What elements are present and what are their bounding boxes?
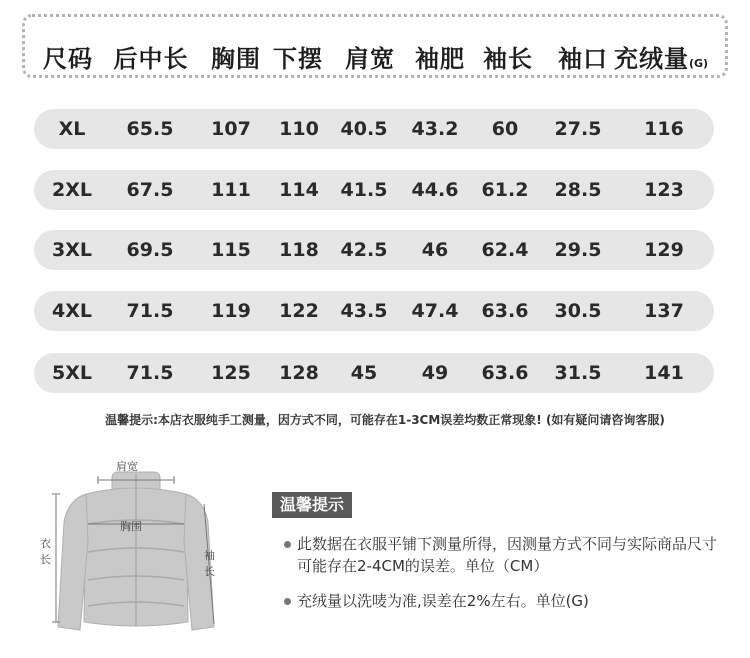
row-shoulder: 45 [350,362,378,384]
row-sleeve-length: 62.4 [481,239,529,261]
row-cuff: 29.5 [554,239,602,261]
header-down-unit: (G) [688,57,709,70]
row-sleeve-width: 44.6 [411,179,459,201]
body-length-label: 衣长 [40,537,51,566]
row-size: 5XL [52,362,92,384]
row-hem: 114 [279,179,319,201]
row-size: 4XL [52,300,92,322]
row-down-fill: 123 [644,179,684,201]
row-down-fill: 116 [644,118,684,140]
header-sleeve-width: 袖肥 [415,45,465,73]
row-back-length: 71.5 [126,362,174,384]
row-cuff: 28.5 [554,179,602,201]
row-hem: 128 [279,362,319,384]
bullet-icon [284,598,291,605]
row-shoulder: 40.5 [340,118,388,140]
table-row [34,230,714,270]
row-sleeve-length: 60 [491,118,519,140]
sleeve-length-label: 袖长 [204,549,215,578]
table-row [34,170,714,210]
tip-item-down-fill: 充绒量以洗唛为准,误差在2%左右。单位(G) [284,590,724,612]
row-sleeve-width: 46 [421,239,449,261]
row-cuff: 27.5 [554,118,602,140]
row-sleeve-width: 43.2 [411,118,459,140]
row-chest: 107 [211,118,251,140]
row-size: 3XL [52,239,92,261]
size-chart-header [22,14,728,78]
row-hem: 118 [279,239,319,261]
row-shoulder: 41.5 [340,179,388,201]
header-back-length: 后中长 [113,45,189,73]
row-down-fill: 141 [644,362,684,384]
row-size: 2XL [52,179,92,201]
jacket-measurement-figure [38,452,233,647]
table-row [34,291,714,331]
row-sleeve-width: 49 [421,362,449,384]
tips-title: 温馨提示 [272,492,352,518]
row-shoulder: 42.5 [340,239,388,261]
header-cuff: 袖口 [558,45,608,73]
header-sleeve-length: 袖长 [483,45,533,73]
row-sleeve-length: 61.2 [481,179,529,201]
chest-label: 胸围 [120,520,142,533]
row-back-length: 71.5 [126,300,174,322]
table-row [34,109,714,149]
row-shoulder: 43.5 [340,300,388,322]
bullet-icon [284,541,291,548]
shoulder-label: 肩宽 [116,460,138,473]
row-size: XL [58,118,86,140]
row-back-length: 67.5 [126,179,174,201]
row-hem: 110 [279,118,319,140]
row-down-fill: 137 [644,300,684,322]
table-row [34,353,714,393]
header-size: 尺码 [43,45,93,73]
row-sleeve-length: 63.6 [481,362,529,384]
header-shoulder: 肩宽 [345,45,395,73]
row-sleeve-length: 63.6 [481,300,529,322]
row-back-length: 65.5 [126,118,174,140]
row-cuff: 31.5 [554,362,602,384]
header-hem: 下摆 [273,45,323,73]
header-down-fill: 充绒量(G) [613,45,709,73]
row-back-length: 69.5 [126,239,174,261]
header-chest: 胸围 [211,45,261,73]
row-sleeve-width: 47.4 [411,300,459,322]
row-chest: 125 [211,362,251,384]
row-chest: 115 [211,239,251,261]
row-chest: 111 [211,179,251,201]
measurement-note: 温馨提示:本店衣服纯手工测量，因方式不同，可能存在1-3CM误差均数正常现象! (如有疑问请咨询客服) [105,413,665,427]
row-hem: 122 [279,300,319,322]
tip-item-measurement: 此数据在衣服平铺下测量所得，因测量方式不同与实际商品尺寸可能存在2-4CM的误差。单位（CM） [284,533,724,577]
row-down-fill: 129 [644,239,684,261]
row-chest: 119 [211,300,251,322]
row-cuff: 30.5 [554,300,602,322]
